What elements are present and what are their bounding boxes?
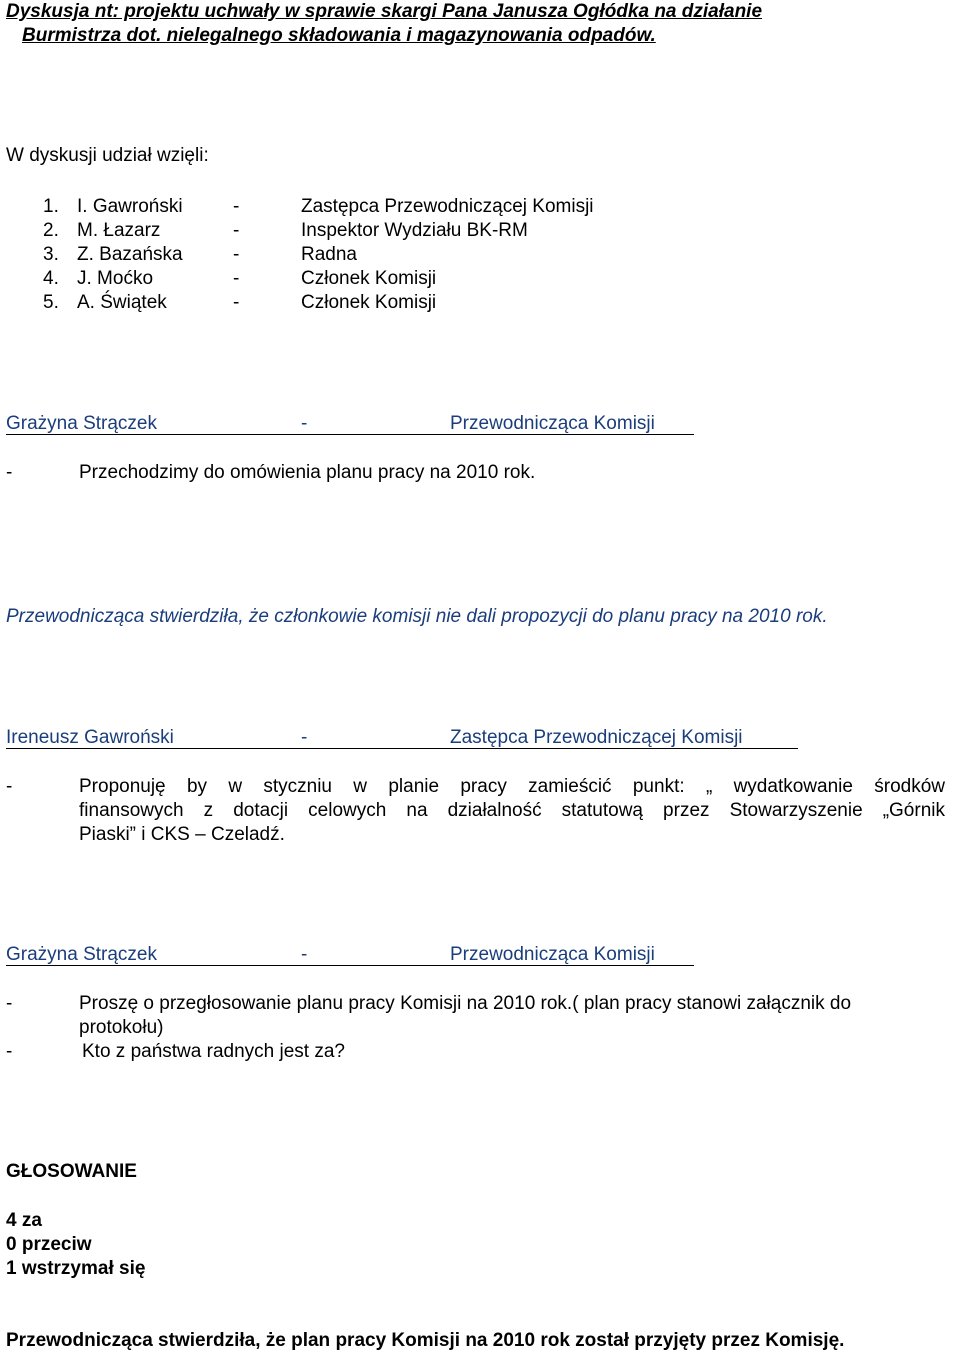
speaker-role: Przewodnicząca Komisji [450, 413, 655, 434]
votes-abstain: 1 wstrzymał się [6, 1258, 146, 1279]
statement-text: Przechodzimy do omówienia planu pracy na 2010 rok. [79, 462, 536, 483]
participant-name: Z. Bazańska [77, 244, 183, 265]
participant-dash: - [233, 196, 240, 217]
statement-bullet: - [6, 462, 13, 483]
statement-bullet: - [6, 776, 13, 797]
participant-dash: - [233, 292, 240, 313]
votes-for: 4 za [6, 1210, 42, 1231]
speaker-underline [6, 965, 694, 966]
statement-line: protokołu) [79, 1017, 164, 1038]
voting-title: GŁOSOWANIE [6, 1161, 137, 1182]
participant-number: 2. [43, 220, 59, 241]
statement-line: Kto z państwa radnych jest za? [82, 1041, 345, 1062]
speaker-underline [6, 434, 694, 435]
participant-role: Inspektor Wydziału BK-RM [301, 220, 528, 241]
document-heading [6, 0, 954, 48]
statement-bullet: - [6, 1041, 13, 1062]
participant-name: A. Świątek [77, 292, 167, 313]
statement-line: Proponuję by w styczniu w planie pracy zamieścić punkt: „ wydatkowanie środków [79, 776, 945, 797]
statement-line: Proszę o przegłosowanie planu pracy Komisji na 2010 rok.( plan pracy stanowi załącznik do [79, 993, 852, 1014]
participant-dash: - [233, 244, 240, 265]
participant-name: M. Łazarz [77, 220, 161, 241]
participant-role: Zastępca Przewodniczącej Komisji [301, 196, 594, 217]
participant-dash: - [233, 220, 240, 241]
participant-number: 3. [43, 244, 59, 265]
speaker-name: Ireneusz Gawroński [6, 727, 174, 748]
participants-label: W dyskusji udział wzięli: [6, 145, 209, 166]
participant-name: J. Moćko [77, 268, 154, 289]
votes-against: 0 przeciw [6, 1234, 92, 1255]
participant-number: 5. [43, 292, 59, 313]
narrative-note: Przewodnicząca stwierdziła, że członkowie komisji nie dali propozycji do planu pracy na 2010 rok. [6, 606, 828, 627]
participant-dash: - [233, 268, 240, 289]
speaker-dash: - [301, 413, 308, 434]
statement-line: Piaski” i CKS – Czeladź. [79, 824, 285, 845]
participant-number: 1. [43, 196, 59, 217]
participant-role: Radna [301, 244, 357, 265]
speaker-underline [6, 748, 798, 749]
conclusion-text: Przewodnicząca stwierdziła, że plan pracy Komisji na 2010 rok został przyjęty przez Komisję. [6, 1330, 845, 1351]
statement-line: finansowych z dotacji celowych na działalność statutową przez Stowarzyszenie „Górnik [79, 800, 945, 821]
speaker-role: Przewodnicząca Komisji [450, 944, 655, 965]
speaker-name: Grażyna Strączek [6, 413, 157, 434]
participant-role: Członek Komisji [301, 292, 437, 313]
participant-number: 4. [43, 268, 59, 289]
speaker-role: Zastępca Przewodniczącej Komisji [450, 727, 743, 748]
statement-bullet: - [6, 993, 13, 1014]
heading-line-2: Burmistrza dot. nielegalnego składowania i magazynowania odpadów. [22, 25, 656, 46]
heading-line-1: Dyskusja nt: projektu uchwały w sprawie skargi Pana Janusza Ogłódka na działanie [6, 1, 763, 22]
speaker-dash: - [301, 944, 308, 965]
participant-role: Członek Komisji [301, 268, 437, 289]
speaker-name: Grażyna Strączek [6, 944, 157, 965]
participant-name: I. Gawroński [77, 196, 183, 217]
speaker-dash: - [301, 727, 308, 748]
